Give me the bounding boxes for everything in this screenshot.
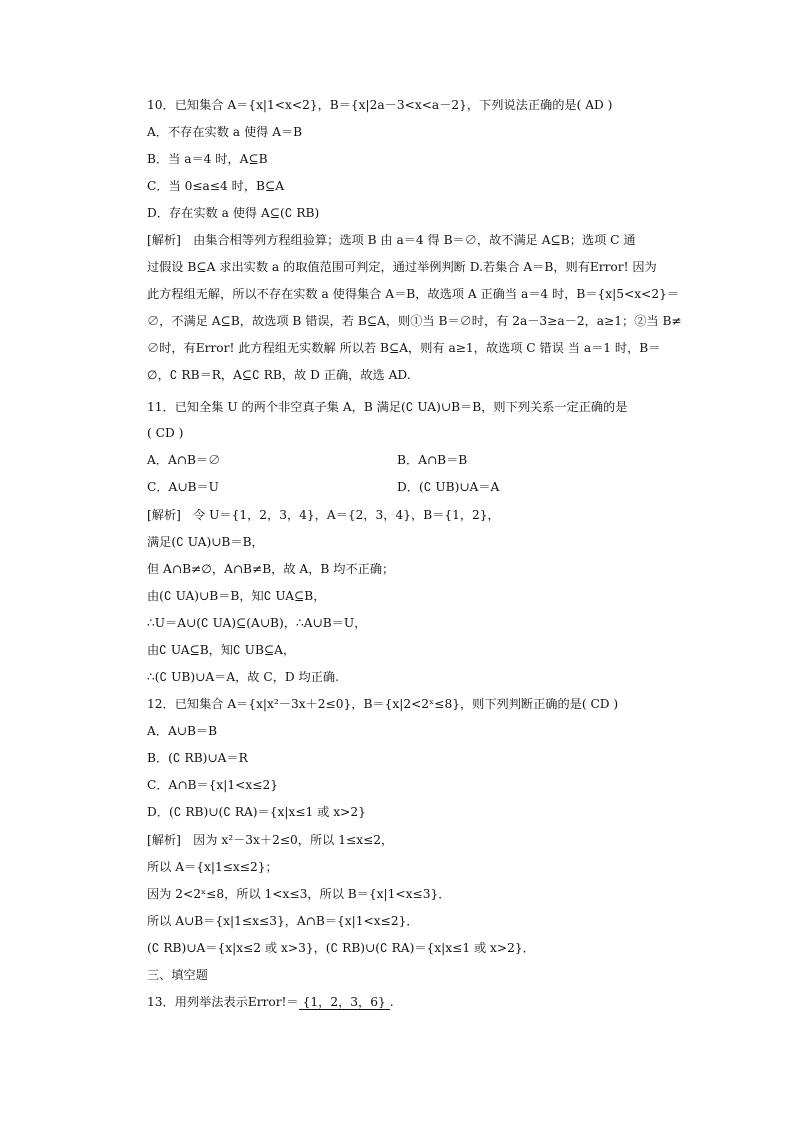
q11-analysis-line: 满足(∁ UA)∪B＝B， [147, 535, 264, 549]
q10-analysis-line: ∅，不满足 A⊆B，故选项 B 错误，若 B⊆A，则①当 B＝∅时，有 2a－3≥a－2，a≥1；②当 B≠ [147, 314, 682, 328]
q12-analysis-line: [解析] 因为 x²－3x＋2≤0，所以 1≤x≤2， [147, 833, 394, 847]
q11-analysis-line: [解析] 令 U＝{1，2，3，4}，A＝{2，3，4}，B＝{1，2}， [147, 508, 500, 522]
q10-analysis-line: ∅时，有Error! 此方程组无实数解 所以若 B⊆A，则有 a≥1，故选项 C 错误 当 a＝1 时，B＝ [147, 341, 661, 355]
q12-stem: 12．已知集合 A＝{x|x²－3x＋2≤0}，B＝{x|2<2ˣ≤8}，则下列判断正确的是( CD ) [147, 697, 619, 711]
q12-option-c: C．A∩B＝{x|1<x≤2} [147, 778, 278, 792]
q11-option-d: D．(∁ UB)∪A＝A [397, 480, 500, 494]
q13-stem: 13．用列举法表示Error!＝ [147, 995, 299, 1009]
q11-stem: 11．已知全集 U 的两个非空真子集 A，B 满足(∁ UA)∪B＝B，则下列关系一定正确的是 [147, 400, 628, 414]
q11-option-a: A．A∩B＝∅ [147, 453, 221, 467]
q12-analysis-line: 所以 A∪B＝{x|1≤x≤3}，A∩B＝{x|1<x≤2}． [147, 914, 419, 928]
section-heading: 三、填空题 [147, 968, 208, 982]
q13-line [147, 993, 394, 1011]
q10-analysis-line: 过假设 B⊆A 求出实数 a 的取值范围可判定，通过举例判断 D.若集合 A＝B，则有Error! 因为 [147, 260, 657, 274]
q10-option-b: B．当 a＝4 时，A⊆B [147, 152, 268, 166]
q11-analysis-line: ∴U＝A∪(∁ UA)⊆(A∪B)，∴A∪B＝U， [147, 616, 367, 630]
q11-analysis-line: 由∁ UA⊆B，知∁ UB⊆A， [147, 643, 296, 657]
q10-analysis-line: ∅，∁ RB＝R，A⊆∁ RB，故 D 正确，故选 AD. [147, 368, 411, 382]
q10-stem: 10．已知集合 A＝{x|1<x<2}，B＝{x|2a－3<x<a－2}，下列说法正确的是( AD ) [147, 98, 613, 112]
q12-option-b: B．(∁ RB)∪A＝R [147, 751, 248, 765]
q12-option-a: A．A∪B＝B [147, 724, 218, 738]
q11-analysis-line: ∴(∁ UB)∪A＝A，故 C，D 均正确. [147, 670, 339, 684]
q12-option-d: D．(∁ RB)∪(∁ RA)＝{x|x≤1 或 x>2} [147, 805, 366, 819]
q10-option-c: C．当 0≤a≤4 时，B⊆A [147, 179, 284, 193]
q11-answer: ( CD ) [147, 426, 184, 440]
q10-analysis-line: 此方程组无解，所以不存在实数 a 使得集合 A＝B，故选项 A 正确当 a＝4 时，B＝{x|5<x<2}＝ [147, 287, 680, 301]
q12-analysis-line: 因为 2<2ˣ≤8，所以 1<x≤3，所以 B＝{x|1<x≤3}． [147, 887, 451, 901]
q11-analysis-line: 但 A∩B≠∅，A∩B≠B，故 A，B 均不正确； [147, 562, 395, 576]
q11-option-c: C．A∪B＝U [147, 480, 219, 494]
q13-tail: . [389, 995, 394, 1009]
q12-analysis-line: (∁ RB)∪A＝{x|x≤2 或 x>3}，(∁ RB)∪(∁ RA)＝{x|x≤1 或 x>2}． [147, 941, 535, 955]
q13-answer-blank: {1，2，3，6} [299, 995, 390, 1010]
q12-analysis-line: 所以 A＝{x|1≤x≤2}； [147, 860, 278, 874]
q10-option-d: D．存在实数 a 使得 A⊆(∁ RB) [147, 206, 320, 220]
q11-analysis-line: 由(∁ UA)∪B＝B，知∁ UA⊆B， [147, 589, 326, 603]
q10-option-a: A．不存在实数 a 使得 A＝B [147, 125, 303, 139]
q10-analysis-line: [解析] 由集合相等列方程组验算；选项 B 由 a＝4 得 B＝∅，故不满足 A⊆B；选项 C 通 [147, 233, 636, 247]
q11-option-b: B．A∩B＝B [397, 453, 468, 467]
